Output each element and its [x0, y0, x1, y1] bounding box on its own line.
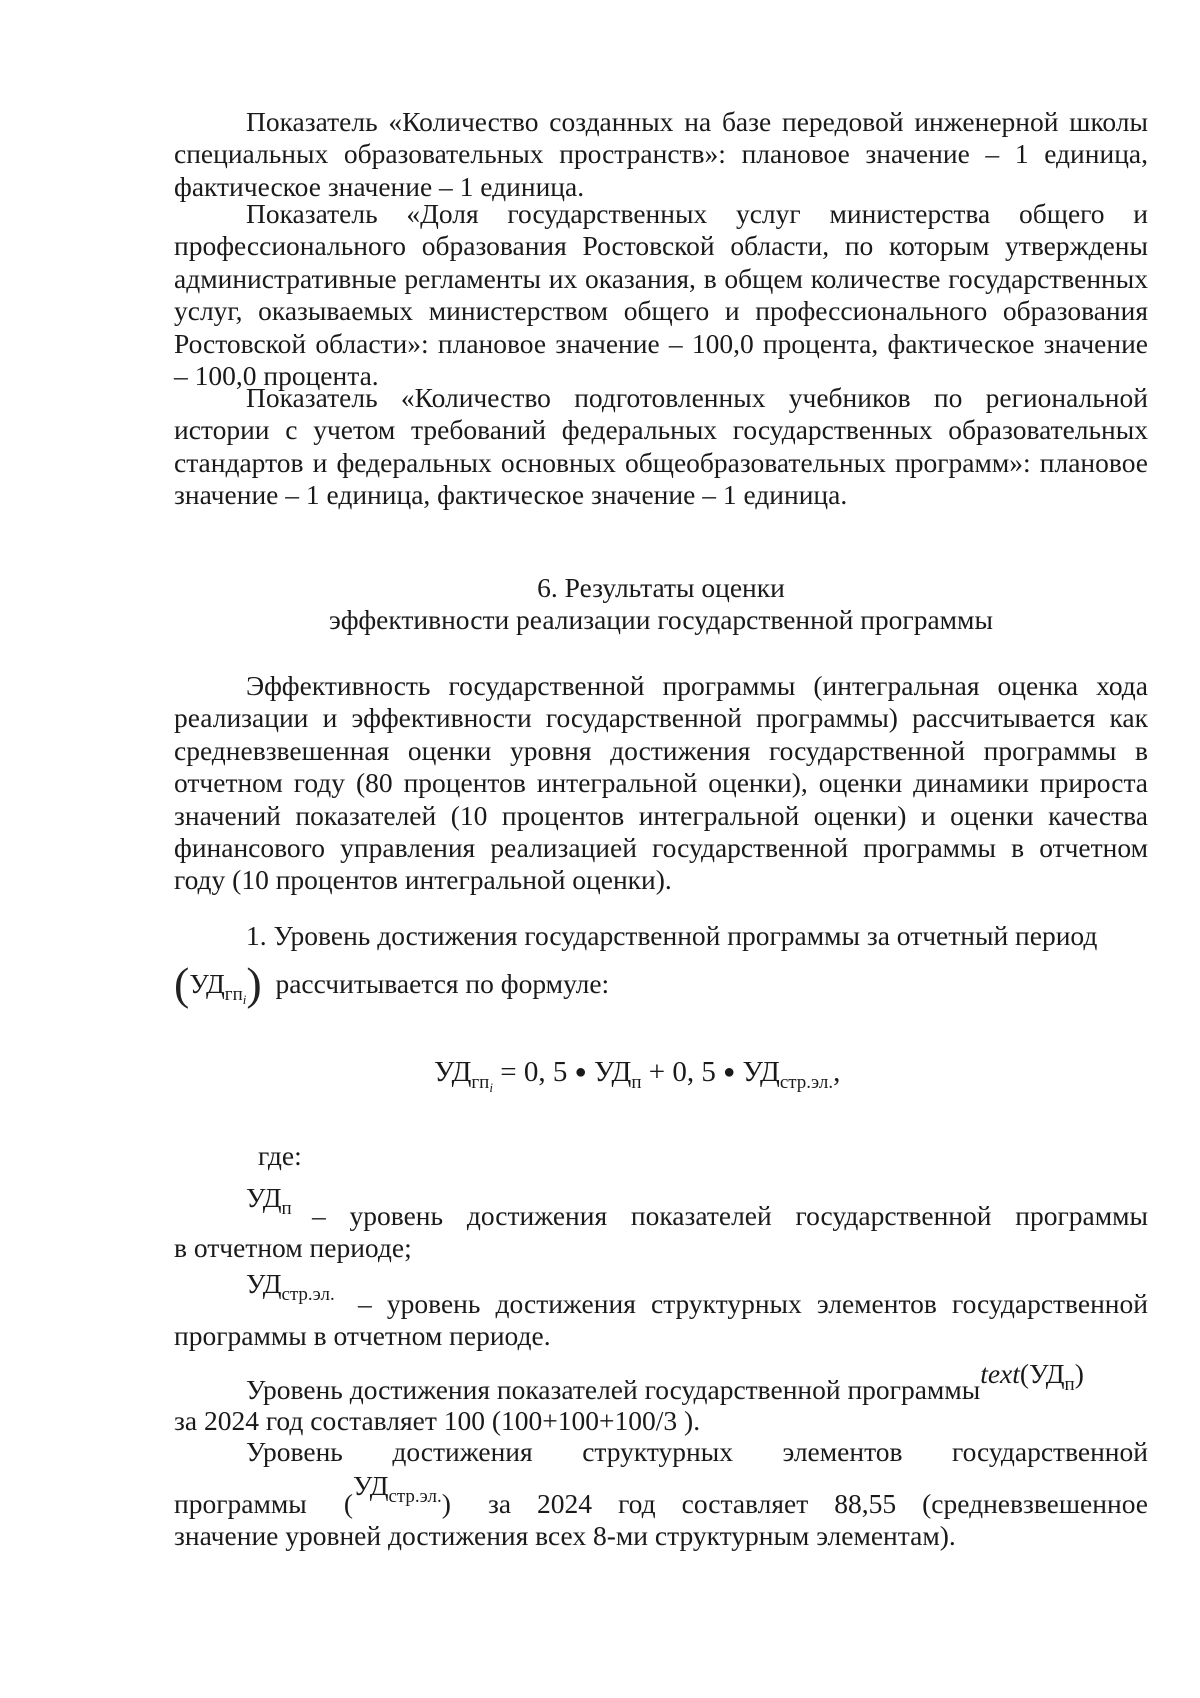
paragraph-indicator-textbooks: Показатель «Количество подготовленных учебников по региональной истории с учетом требований федеральных государственных образовательных стандартов и федеральных основных общеобразовательных программ»: плановое значение – 1 единица, фактическое значение – 1 единица.	[174, 382, 1148, 511]
ud-gp-i-inline: $(УД_{гп_i})$	[174, 958, 262, 1009]
item1-formula-intro: рассчитывается по формуле:	[275, 968, 610, 999]
definition-ud-str-cont: программы в отчетном периоде.	[174, 1320, 551, 1351]
section-intro-paragraph: Эффективность государственной программы (интегральная оценка хода реализации и эффективности государственной программы) рассчитывается как средневзвешенная оценки уровня достижения государственной программы в отчетном году (80 процентов интегральной оценки), оценки динамики прироста значений показателей (10 процентов интегральной оценки) и оценки качества финансового управления реализацией государственной программы в отчетном году (10 процентов интегральной оценки).	[174, 670, 1148, 896]
item1-line1: 1. Уровень достижения государственной программы за отчетный период	[246, 920, 1098, 951]
item1-line2	[174, 958, 1148, 1016]
main-formula: $УД_{гп_i} = 0$, 5 ● $УД_п + 0$, 5 ● $УД_{стр.эл.}$,	[434, 1056, 841, 1095]
result-ud-str-line2: программы $(УД_{стр.эл.})$ за 2024 год составляет 88,55 (средневзвешенное	[174, 1488, 1148, 1531]
ud-p-symbol: $УД_п$	[246, 1182, 292, 1219]
result-ud-str-line1: Уровень достижения структурных элементов государственной	[246, 1436, 1148, 1467]
where-label: где:	[258, 1140, 302, 1171]
result-ud-p-line2: за 2024 год составляет 100 (100+100+100/3 ).	[174, 1405, 701, 1436]
paragraph-indicator-state-services: Показатель «Доля государственных услуг министерства общего и профессионального образования Ростовской области, по которым утверждены административные регламенты их оказания, в общем количестве государственных услуг, оказываемых министерством общего и профессионального образования Ростовской области»: плановое значение – 100,0 процента, фактическое значение – 100,0 процента.	[174, 198, 1148, 392]
definition-ud-p-cont: в отчетном периоде;	[174, 1232, 412, 1263]
section-heading-line1: 6. Результаты оценки	[537, 572, 785, 603]
text-ud-p-expression: $text(УД_п)$	[980, 1358, 1084, 1395]
result-ud-p-line1: Уровень достижения показателей государственной $программыtext(УД_п)$	[246, 1358, 1084, 1405]
definition-ud-str: – уровень достижения структурных элементов государственной	[358, 1288, 1148, 1319]
section-heading-line2: эффективности реализации государственной программы	[329, 604, 993, 635]
result-ud-str-line3: значение уровней достижения всех 8-ми структурным элементам).	[174, 1520, 956, 1551]
bullet-operator: ●	[723, 1061, 736, 1083]
definition-ud-p: – уровень достижения показателей государственной программы	[312, 1200, 1148, 1231]
ud-str-inline: $(УД_{стр.эл.})$	[343, 1470, 451, 1519]
paragraph-indicator-engineering-school: Показатель «Количество созданных на базе передовой инженерной школы специальных образовательных пространств»: плановое значение – 1 единица, фактическое значение – 1 единица.	[174, 106, 1148, 202]
bullet-operator: ●	[574, 1061, 587, 1083]
ud-str-symbol: $УД_{стр.эл.}$	[246, 1268, 335, 1305]
